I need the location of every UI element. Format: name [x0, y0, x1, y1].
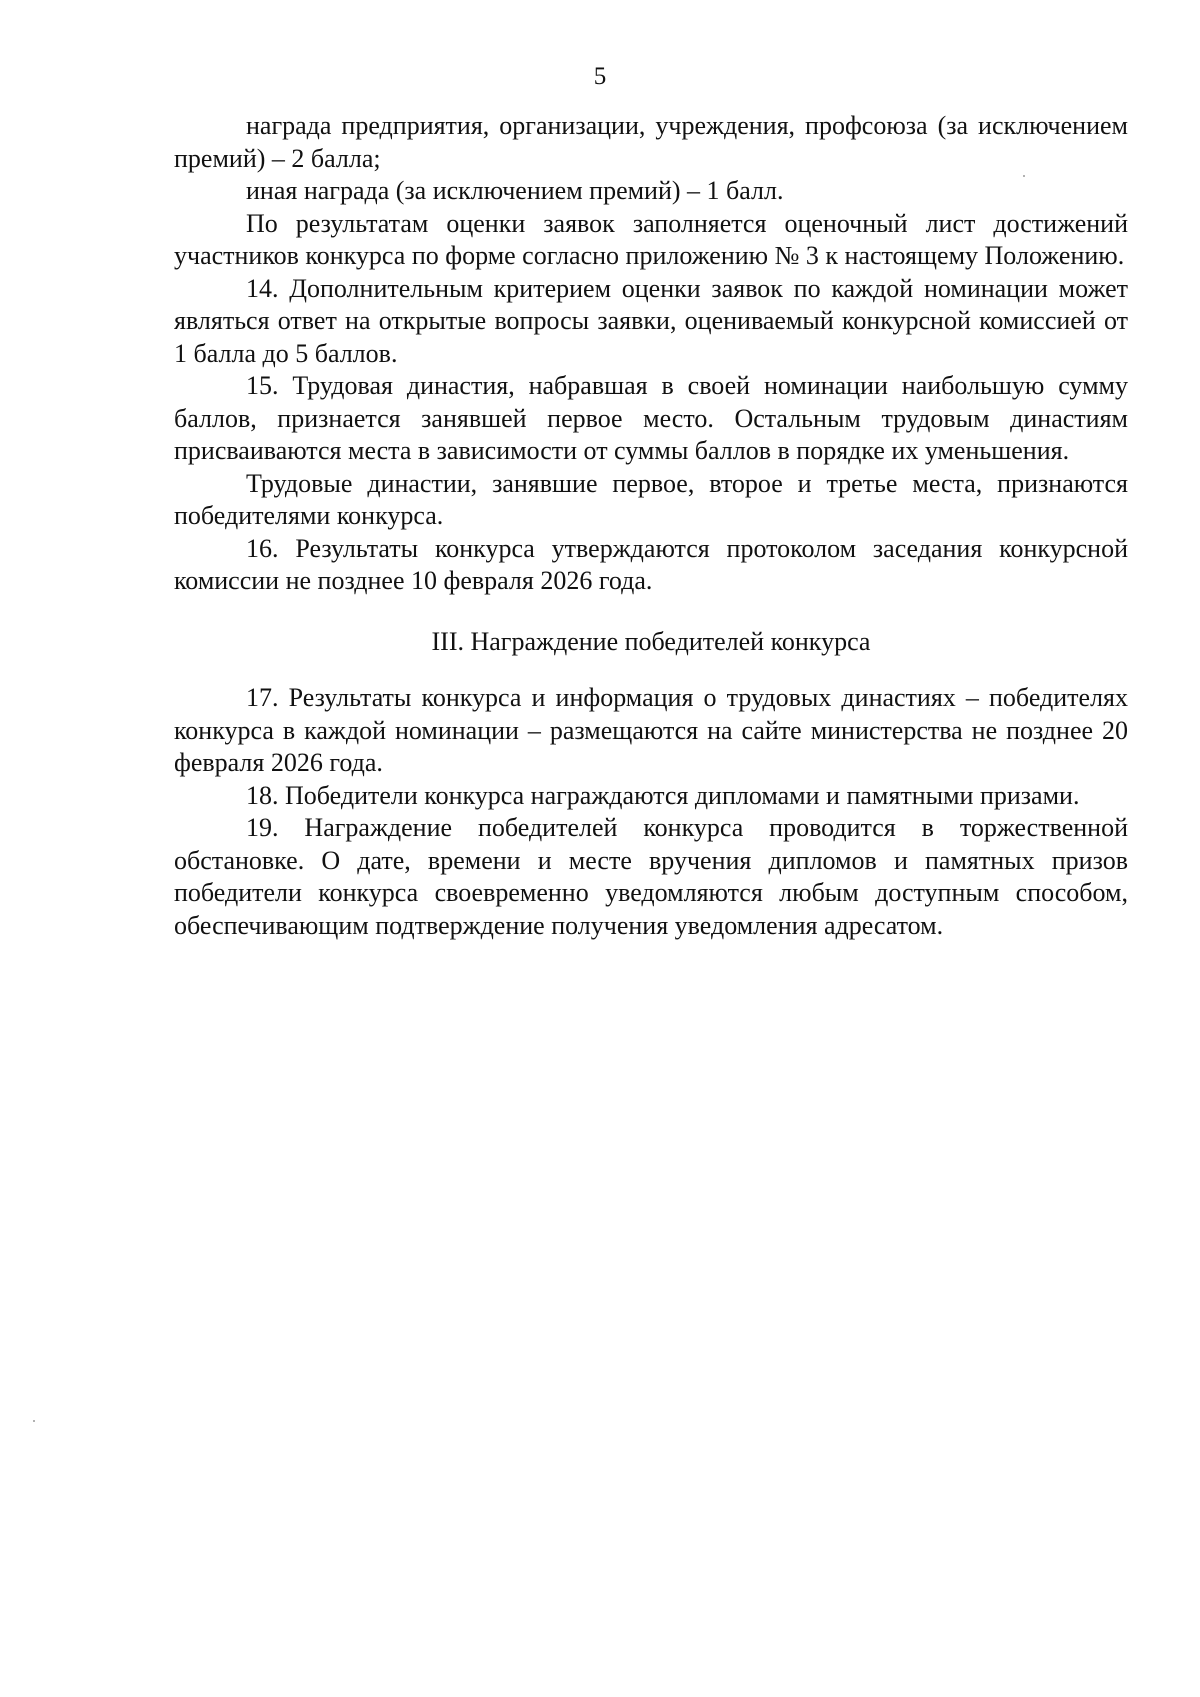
- section-heading: III. Награждение победителей конкурса: [431, 626, 871, 656]
- paragraph-item-15: 15. Трудовая династия, набравшая в своей номинации наибольшую сумму баллов, признается занявшей первое место. Остальным трудовым династиям присваиваются места в зависимости от суммы баллов в порядке их уменьшения.: [174, 371, 1128, 465]
- scan-speck: [33, 1420, 35, 1422]
- paragraph-item-19: 19. Награждение победителей конкурса проводится в торжественной обстановке. О дате, времени и месте вручения дипломов и памятных призов победители конкурса своевременно уведомляются любым доступным способом, обеспечивающим подтверждение получения уведомления адресатом.: [174, 813, 1128, 940]
- paragraph-item-18: 18. Победители конкурса награждаются дипломами и памятными призами.: [246, 780, 1080, 810]
- paragraph-item-17: 17. Результаты конкурса и информация о трудовых династиях – победителях конкурса в каждой номинации – размещаются на сайте министерства не позднее 20 февраля 2026 года.: [174, 683, 1128, 777]
- paragraph-evaluation-sheet: По результатам оценки заявок заполняется оценочный лист достижений участников конкурса по форме согласно приложению № 3 к настоящему Положению.: [174, 208, 1128, 270]
- document-body: [174, 110, 1128, 942]
- page-number: 5: [593, 63, 607, 90]
- paragraph-award-organization: награда предприятия, организации, учреждения, профсоюза (за исключением премий) – 2 балла;: [174, 111, 1128, 173]
- paragraph-item-16: 16. Результаты конкурса утверждаются протоколом заседания конкурсной комиссии не позднее 10 февраля 2026 года.: [174, 533, 1128, 595]
- paragraph-other-award: иная награда (за исключением премий) – 1 балл.: [246, 176, 784, 205]
- scan-speck: [1023, 175, 1025, 177]
- paragraph-item-14: 14. Дополнительным критерием оценки заявок по каждой номинации может являться ответ на открытые вопросы заявки, оцениваемый конкурсной комиссией от 1 балла до 5 баллов.: [174, 273, 1128, 368]
- paragraph-winners-definition: Трудовые династии, занявшие первое, второе и третье места, признаются победителями конкурса.: [174, 468, 1128, 530]
